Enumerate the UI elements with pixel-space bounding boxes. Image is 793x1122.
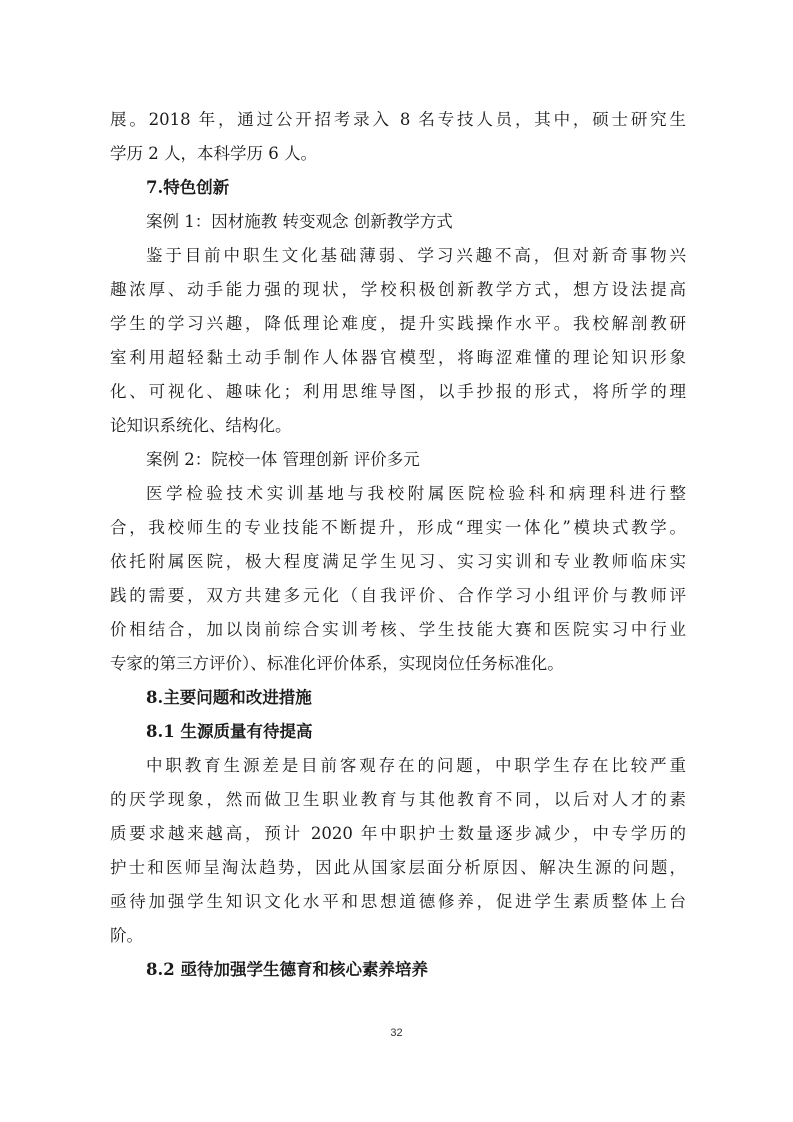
text-line: 专家的第三方评价）、标准化评价体系，实现岗位任务标准化。 [110,654,564,673]
text-line: 的厌学现象，然而做卫生职业教育与其他教育不同，以后对人才的素 [110,790,686,809]
subsection-heading: 8.1 生源质量有待提高 [146,722,313,741]
case-title: 案例 1：因材施教 转变观念 创新教学方式 [146,212,453,231]
text-line: 室利用超轻黏土动手制作人体器官模型，将晦涩难懂的理论知识形象 [110,348,686,367]
text-line: 亟待加强学生知识文化水平和思想道德修养，促进学生素质整体上台 [110,892,686,911]
text-line: 趣浓厚、动手能力强的现状，学校积极创新教学方式，想方设法提高 [110,280,686,299]
text-line: 医学检验技术实训基地与我校附属医院检验科和病理科进行整 [146,484,686,503]
section-heading: 7.特色创新 [146,178,230,197]
text-line: 依托附属医院，极大程度满足学生见习、实习实训和专业教师临床实 [110,552,686,571]
text-line: 中职教育生源差是目前客观存在的问题，中职学生存在比较严重 [146,756,686,775]
text-line: 化、可视化、趣味化；利用思维导图，以手抄报的形式，将所学的理 [110,382,686,401]
text-line: 践的需要，双方共建多元化（自我评价、合作学习小组评价与教师评 [110,586,686,605]
document-body [110,103,686,987]
section-heading: 8.主要问题和改进措施 [146,688,312,707]
text-line: 质要求越来越高，预计 2020 年中职护士数量逐步减少，中专学历的 [110,824,686,843]
text-line: 论知识系统化、结构化。 [110,416,292,435]
text-line: 学生的学习兴趣，降低理论难度，提升实践操作水平。我校解剖教研 [110,314,686,333]
text-line: 价相结合，加以岗前综合实训考核、学生技能大赛和医院实习中行业 [110,620,686,639]
text-line: 学历 2 人，本科学历 6 人。 [110,144,317,163]
text-line: 阶。 [110,926,143,945]
subsection-heading: 8.2 亟待加强学生德育和核心素养培养 [146,960,428,979]
page-number: 32 [390,1027,403,1039]
text-line: 展。2018 年，通过公开招考录入 8 名专技人员，其中，硕士研究生 [110,110,686,129]
case-title: 案例 2：院校一体 管理创新 评价多元 [146,450,420,469]
text-line: 护士和医师呈淘汰趋势，因此从国家层面分析原因、解决生源的问题， [110,858,686,877]
text-line: 鉴于目前中职生文化基础薄弱、学习兴趣不高，但对新奇事物兴 [146,246,686,265]
text-line: 合，我校师生的专业技能不断提升，形成“理实一体化”模块式教学。 [110,518,686,537]
